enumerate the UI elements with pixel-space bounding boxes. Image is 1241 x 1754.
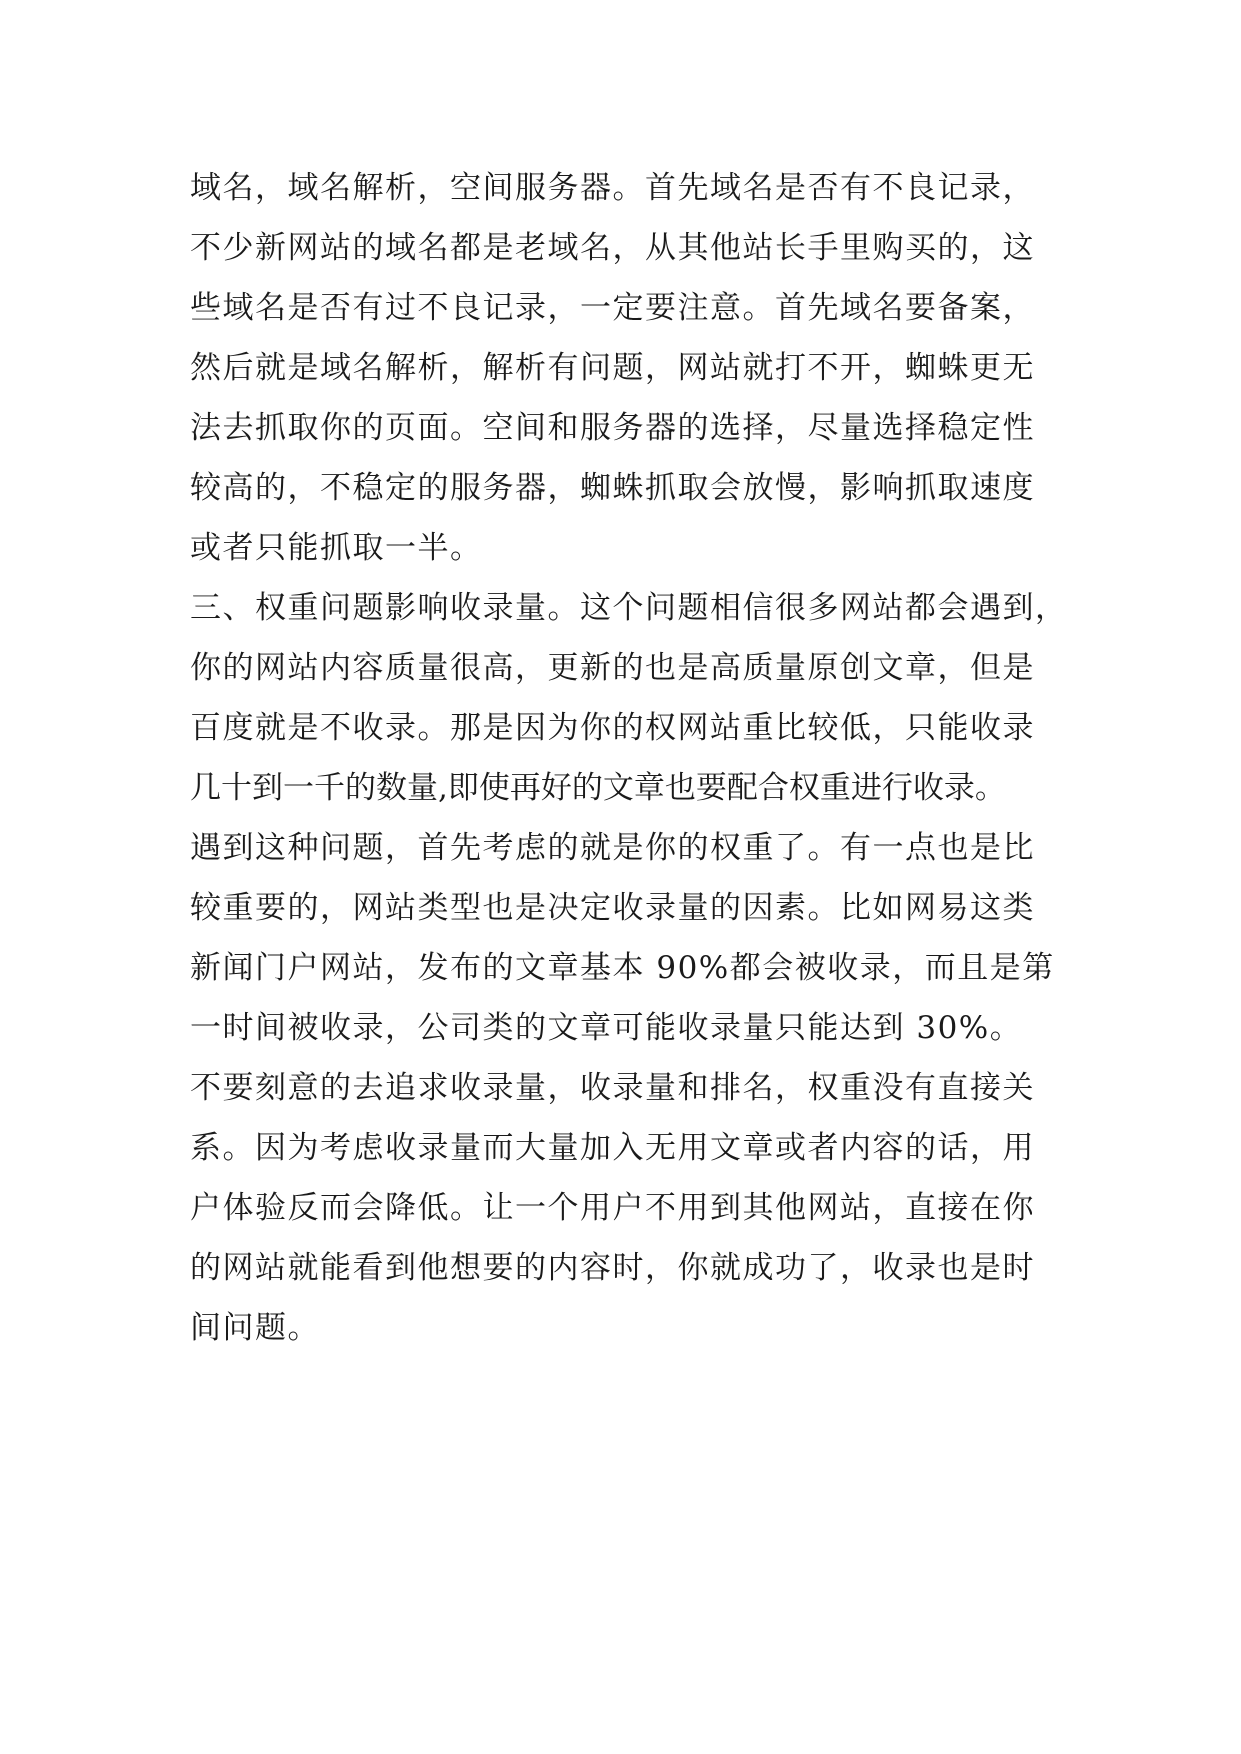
text-line: 些域名是否有过不良记录，一定要注意。首先域名要备案，	[190, 290, 1035, 326]
text-line: 然后就是域名解析，解析有问题，网站就打不开，蜘蛛更无	[190, 350, 1035, 386]
text-line: 一时间被收录，公司类的文章可能收录量只能达到 30%。	[190, 1010, 1023, 1046]
text-line: 或者只能抓取一半。	[190, 530, 483, 566]
text-line: 遇到这种问题，首先考虑的就是你的权重了。有一点也是比	[190, 830, 1035, 866]
text-line: 间问题。	[190, 1310, 320, 1346]
document-body	[190, 158, 1070, 1358]
text-line: 系。因为考虑收录量而大量加入无用文章或者内容的话，用	[190, 1130, 1035, 1166]
text-line: 新闻门户网站，发布的文章基本 90%都会被收录，而且是第	[190, 950, 1055, 986]
text-line: 户体验反而会降低。让一个用户不用到其他网站，直接在你	[190, 1190, 1035, 1226]
text-line: 几十到一千的数量,即使再好的文章也要配合权重进行收录。	[190, 770, 1006, 806]
text-line: 较重要的，网站类型也是决定收录量的因素。比如网易这类	[190, 890, 1035, 926]
text-line: 不少新网站的域名都是老域名，从其他站长手里购买的，这	[190, 230, 1035, 266]
text-line: 你的网站内容质量很高，更新的也是高质量原创文章，但是	[190, 650, 1035, 686]
text-line: 百度就是不收录。那是因为你的权网站重比较低，只能收录	[190, 710, 1035, 746]
text-line: 不要刻意的去追求收录量，收录量和排名，权重没有直接关	[190, 1070, 1035, 1106]
text-line: 较高的，不稳定的服务器，蜘蛛抓取会放慢，影响抓取速度	[190, 470, 1035, 506]
text-line: 域名，域名解析，空间服务器。首先域名是否有不良记录，	[190, 170, 1035, 206]
text-line: 的网站就能看到他想要的内容时，你就成功了，收录也是时	[190, 1250, 1035, 1286]
text-line: 三、权重问题影响收录量。这个问题相信很多网站都会遇到，	[190, 590, 1068, 626]
text-line: 法去抓取你的页面。空间和服务器的选择，尽量选择稳定性	[190, 410, 1035, 446]
